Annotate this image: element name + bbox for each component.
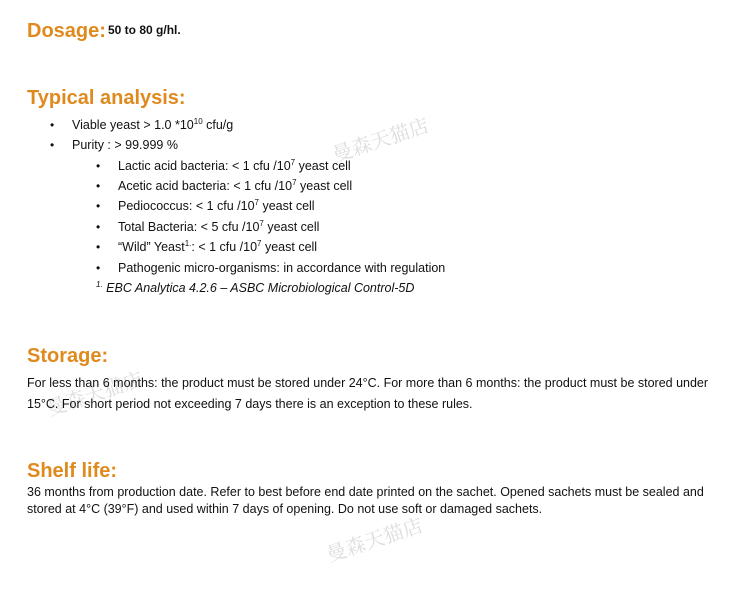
sub-item-wild-yeast: “Wild” Yeast$^{1.}$: < 1 cfu $/10^7$ yeast cell [118,238,318,254]
sub-item-pathogenic: Pathogenic micro-organisms: in accordance with regulation [118,261,446,275]
watermark: 曼森天猫店 [43,366,146,421]
storage-heading: Storage: [27,345,109,367]
sub-item-lactic: Lactic acid bacteria: < 1 cfu $/10^7$ yeast cell [118,157,351,173]
purity-item: Purity : > 99.999 % [72,138,178,152]
footnote-reference: $^{1.}$ EBC Analytica 4.2.6 – ASBC Microbiological Control-5D [96,279,415,295]
sub-item-total-bacteria: Total Bacteria: < 5 cfu $/10^7$ yeast cell [118,218,320,234]
sub-item-pediococcus: Pediococcus: < 1 cfu $/10^7$ yeast cell [118,197,315,213]
sub-item-acetic: Acetic acid bacteria: < 1 cfu $/10^7$ yeast cell [118,177,353,193]
bullet-icon: • [50,138,55,152]
watermark: 曼森天猫店 [329,112,432,167]
bullet-icon: • [96,179,101,193]
watermark: 曼森天猫店 [323,512,426,567]
storage-text: For less than 6 months: the product must be stored under 24°C. For more than 6 months: the product must be stored under 15°C. For short period not exceeding 7 days there is an exception to these rules. [27,376,709,411]
dosage-heading: Dosage: [27,20,106,42]
dosage-value: 50 to 80 g/hl. [108,23,181,37]
viable-yeast-item: Viable yeast > 1.0 $*10^{10}$ cfu/g [72,116,234,132]
bullet-icon: • [96,159,101,173]
shelf-life-heading: Shelf life: [27,460,118,482]
bullet-icon: • [96,240,101,254]
shelf-life-text: 36 months from production date. Refer to best before end date printed on the sachet. Opened sachets must be sealed and stored at 4°C (39°F) and used within 7 days of opening. Do not use soft or damaged sachets. [27,485,704,516]
bullet-icon: • [96,199,101,213]
typical-analysis-heading: Typical analysis: [27,87,186,109]
bullet-icon: • [50,118,55,132]
bullet-icon: • [96,261,101,275]
bullet-icon: • [96,220,101,234]
